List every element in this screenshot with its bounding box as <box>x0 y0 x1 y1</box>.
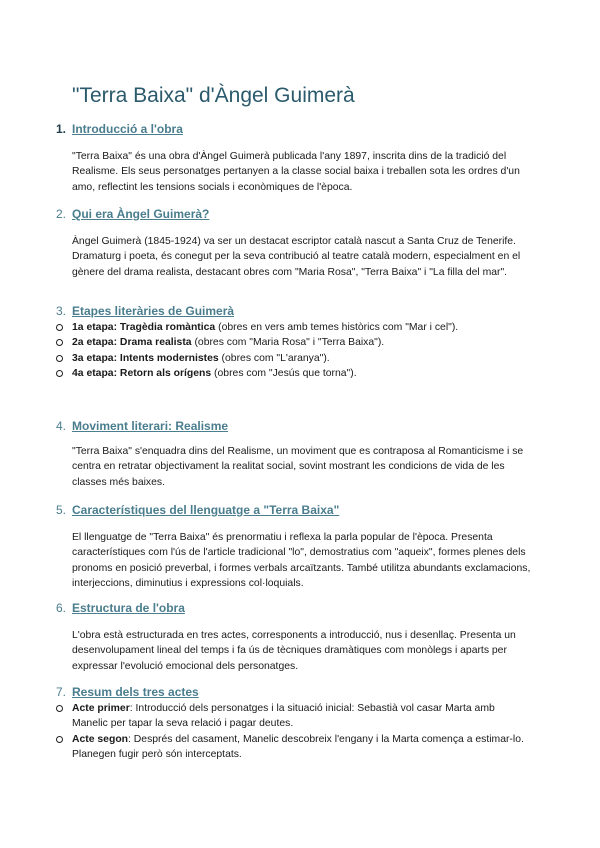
section-number: 4. <box>55 419 66 433</box>
section-llenguatge <box>0 502 600 590</box>
list-item-bold: 2a etapa: Drama realista <box>72 337 192 349</box>
section-etapes <box>0 303 600 380</box>
section-number: 1. <box>55 122 66 136</box>
section-heading-link[interactable]: Etapes literàries de Guimerà <box>72 304 235 318</box>
section-paragraph: Àngel Guimerà (1845-1924) va ser un destacat escriptor català nascut a Santa Cruz de Tenerife. Dramaturg i poeta, és conegut per la seva contribució al teatre català modern, especialment en el gènere del drama realista, destacant obres com "Maria Rosa", "Terra Baixa" i "La filla del mar". <box>72 236 521 278</box>
section-moviment <box>0 418 600 488</box>
section-resum <box>0 684 600 761</box>
section-header <box>0 600 600 618</box>
list-item-bold: 3a etapa: Intents modernistes <box>72 352 219 364</box>
bullet-circle-icon <box>56 736 63 743</box>
section-number: 3. <box>55 304 66 318</box>
section-qui-era <box>0 206 600 278</box>
section-header <box>0 684 600 702</box>
section-header <box>0 206 600 224</box>
section-header <box>0 418 600 436</box>
section-heading-link[interactable]: Resum dels tres actes <box>72 685 199 699</box>
list-item-bold: 4a etapa: Retorn als orígens <box>72 368 212 380</box>
list-item <box>0 732 532 763</box>
section-header <box>0 502 600 520</box>
list-item <box>0 351 532 366</box>
list-item <box>0 366 532 381</box>
section-heading-link[interactable]: Moviment literari: Realisme <box>72 419 229 433</box>
section-paragraph: El llenguatge de "Terra Baixa" és prenormatiu i reflexa la parla popular de l'època. Presenta característiques com l'ús de l'article tradicional "lo", demostratius com "aqueix", formes plenes dels pronoms en posició preverbal, i formes verbals arcaïtzants. També utilitza abundants exclamacions, interjeccions, diminutius i expressions col·loquials. <box>72 532 531 590</box>
section-heading-link[interactable]: Introducció a l'obra <box>72 122 183 136</box>
list-item-text: (obres com "Jesús que torna"). <box>211 368 357 380</box>
section-header <box>0 303 600 321</box>
section-introduccio <box>0 121 600 193</box>
bullet-circle-icon <box>56 355 63 362</box>
list-item <box>0 701 532 732</box>
list-item-text: (obres en vers amb temes històrics com "Mar i cel"). <box>215 322 459 333</box>
list-item <box>0 335 532 350</box>
section-paragraph: L'obra està estructurada en tres actes, corresponents a introducció, nus i desenllaç. Presenta un desenvolupament lineal del temps i fa ús de tècniques dramàtiques com monòlegs i aparts per expressar l'evolució emocional dels personatges. <box>72 630 516 672</box>
section-number: 2. <box>55 207 66 221</box>
section-heading-link[interactable]: Qui era Àngel Guimerà? <box>72 207 210 221</box>
list-item-text: : Introducció dels personatges i la situació inicial: Sebastià vol casar Marta amb Manelic per tapar la seva relació i pagar deutes. <box>72 703 495 730</box>
list-item-text: (obres com "Maria Rosa" i "Terra Baixa"). <box>191 337 385 349</box>
section-heading-link[interactable]: Característiques del llenguatge a "Terra Baixa" <box>72 503 340 517</box>
bullet-circle-icon <box>56 339 63 346</box>
section-header <box>0 121 600 139</box>
bullet-circle-icon <box>56 370 63 377</box>
resum-list <box>0 701 600 763</box>
bullet-circle-icon <box>56 705 63 712</box>
list-item-bold: Acte segon <box>72 733 129 745</box>
list-item-text: (obres com "L'aranya"). <box>218 352 330 364</box>
section-paragraph: "Terra Baixa" s'enquadra dins del Realisme, un moviment que es contraposa al Romanticisme i se centra en retratar objectivament la realitat social, sovint mostrant les condicions de vida de les classes més baixes. <box>72 446 524 488</box>
etapes-list <box>0 320 600 382</box>
bullet-circle-icon <box>56 324 63 331</box>
document-title: "Terra Baixa" d'Àngel Guimerà <box>72 84 355 107</box>
list-item-text: : Després del casament, Manelic descobreix l'engany i la Marta comença a estimar-lo. Planegen fugir però són interceptats. <box>72 733 524 761</box>
list-item <box>0 320 532 335</box>
section-estructura <box>0 600 600 672</box>
list-item-bold: Acte primer <box>72 703 130 714</box>
section-number: 6. <box>55 601 66 615</box>
section-paragraph: "Terra Baixa" és una obra d'Àngel Guimerà publicada l'any 1897, inscrita dins de la tradició del Realisme. Els seus personatges pertanyen a la classe social baixa i treballen sota les ordres d'un amo, reflectint les tensions socials i econòmiques de l'època. <box>72 151 520 193</box>
section-heading-link[interactable]: Estructura de l'obra <box>72 601 185 615</box>
section-number: 7. <box>55 685 66 699</box>
section-number: 5. <box>55 503 66 517</box>
list-item-bold: 1a etapa: Tragèdia romàntica <box>72 322 216 333</box>
